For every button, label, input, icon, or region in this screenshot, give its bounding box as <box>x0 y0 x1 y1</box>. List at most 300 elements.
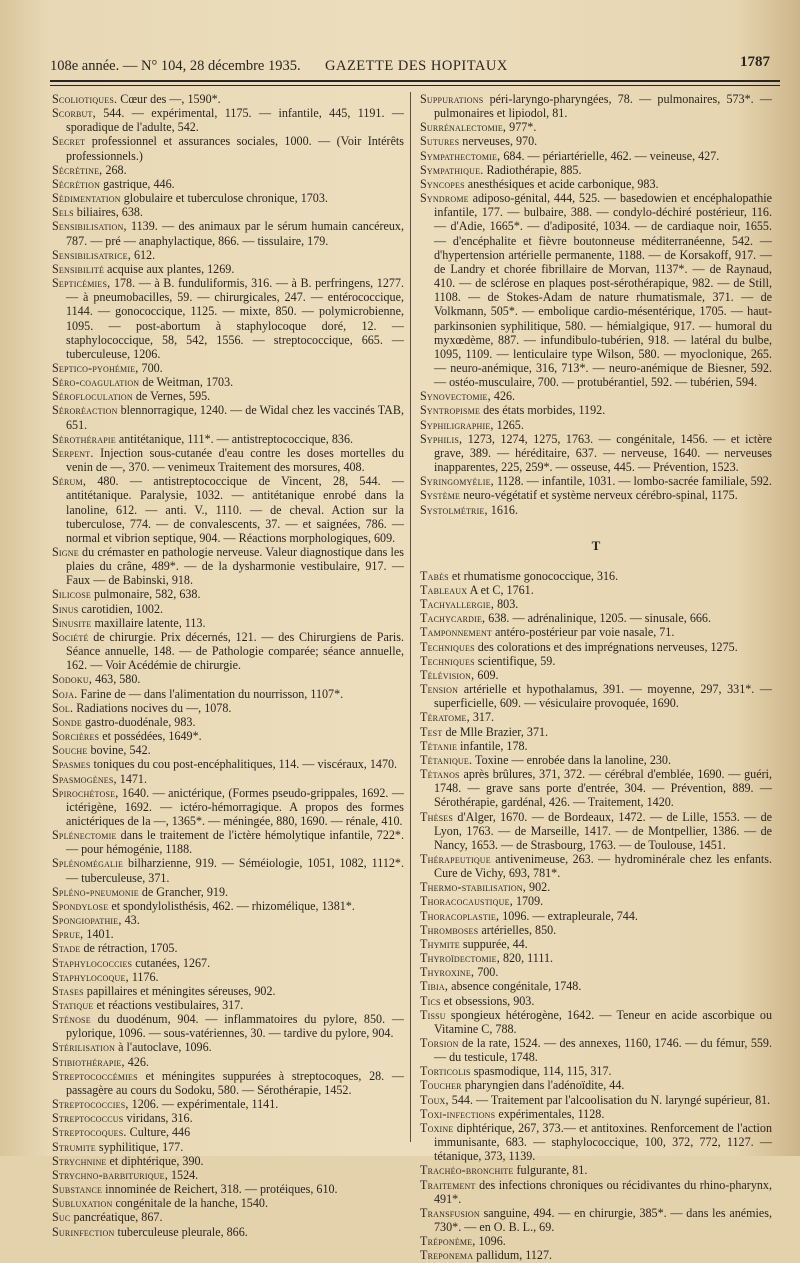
index-entry <box>420 625 772 639</box>
index-references: de Vernes, 595. <box>132 389 211 404</box>
index-entry <box>52 248 404 262</box>
header-rule-thick <box>50 80 780 82</box>
index-entry <box>420 1163 772 1177</box>
index-keyword: Tension <box>420 682 459 697</box>
index-entry <box>420 668 772 682</box>
index-keyword: Sensibilisatrice, <box>52 247 131 262</box>
index-references: antivenimeuse, 263. — hydrominérale chez les enfants. Cure de Vichy, 693, 781*. <box>434 851 772 881</box>
index-keyword: Spondylose <box>52 898 109 913</box>
index-keyword: Tableaux <box>420 583 468 597</box>
index-references: 700. <box>474 965 499 980</box>
index-entry <box>52 1069 404 1097</box>
index-keyword: Spasmes <box>52 757 91 772</box>
index-references: tuberculeuse pleurale, 866. <box>114 1224 248 1239</box>
index-keyword: Tachycardie, <box>420 611 486 626</box>
index-references: à l'autoclave, 1096. <box>115 1040 212 1055</box>
index-keyword: Syncopes <box>420 176 465 191</box>
index-entry <box>52 956 404 970</box>
index-column-left <box>52 92 404 1239</box>
index-keyword: Stibiothérapie, <box>52 1054 125 1069</box>
index-keyword: Surrénalectomie, <box>420 120 507 135</box>
index-entry <box>52 1111 404 1125</box>
index-keyword: Serpent. <box>52 445 94 460</box>
index-references: bovine, 542. <box>87 743 151 758</box>
index-entry <box>420 909 772 923</box>
index-keyword: Thromboses <box>420 922 479 937</box>
index-entry <box>420 1248 772 1262</box>
index-references: et diphtérique, 390. <box>106 1153 204 1168</box>
index-keyword: Sodoku, <box>52 672 93 687</box>
index-keyword: Streptococcies, <box>52 1097 129 1112</box>
index-entry <box>420 965 772 979</box>
index-keyword: Syringomyélie, <box>420 474 494 489</box>
index-keyword: Staphylocoque, <box>52 969 129 984</box>
index-entry <box>52 885 404 899</box>
section-letter: T <box>591 537 601 553</box>
index-references: bilharzienne, 919. — Séméiologie, 1051, 1082, 1112*. — tuberculeuse, 371. <box>66 856 404 885</box>
index-entry <box>52 828 404 856</box>
index-references: du duodénum, 904. — inflammatoires du pylore, 850. — pylorique, 1096. — sous-vatériennes, 30. — tardive du pylore, 904. <box>66 1012 404 1041</box>
index-keyword: Signe <box>52 545 79 559</box>
index-entry <box>52 672 404 686</box>
index-references: péri-laryngo-pharyngées, 78. — pulmonaires, 573*. — pulmonaires et lipiodol, 81. <box>434 92 772 121</box>
index-references: et rhumatisme gonococcique, 316. <box>448 568 619 583</box>
index-keyword: Streptococcus <box>52 1111 124 1126</box>
index-entry <box>52 856 404 884</box>
index-entry <box>52 1055 404 1069</box>
index-references: 1273, 1274, 1275, 1763. — congénitale, 1456. — et ictère grave, 389. — héréditaire, 637. — nerveuse, 1640. — nerveuses inapparentes, 225, 259*. — osseuse, 445. — Prévention, 1523. <box>434 431 772 475</box>
index-references: gastro-duodénale, 983. <box>81 714 196 729</box>
index-entry <box>52 616 404 630</box>
index-keyword: Sécrétine, <box>52 162 103 177</box>
index-references: 1524. <box>167 1167 199 1182</box>
index-references: des colorations et des imprégnations nerveuses, 1275. <box>474 639 738 654</box>
index-entry <box>420 979 772 993</box>
header-rule-thin <box>50 85 780 86</box>
index-entry <box>420 474 772 488</box>
index-references: pharyngien dans l'adénoïdite, 44. <box>461 1078 625 1093</box>
index-references: Culture, 446 <box>126 1125 191 1140</box>
index-entry <box>420 923 772 937</box>
index-references: A et C, 1761. <box>467 583 534 597</box>
index-keyword: Thérapeutique <box>420 851 491 866</box>
index-keyword: Sensibilité <box>52 261 105 276</box>
index-entry <box>52 998 404 1012</box>
index-keyword: Sutures <box>420 134 460 149</box>
index-entry <box>420 1064 772 1078</box>
index-entry <box>52 1168 404 1182</box>
index-entry <box>420 134 772 148</box>
index-keyword: Tétanique. <box>420 752 473 767</box>
index-keyword: Sol. <box>52 700 74 715</box>
index-keyword: Suppurations <box>420 92 484 106</box>
index-keyword: Strychno-barbiturique, <box>52 1167 168 1182</box>
index-references: des infections chroniques ou récidivantes du rhino-pharynx, 491*. <box>434 1177 772 1206</box>
index-references: dans le traitement de l'ictère hémolytique infantile, 722*. — pour hémogénie, 1188. <box>66 828 404 857</box>
index-references: de Grancher, 919. <box>138 884 229 899</box>
index-entry <box>52 403 404 431</box>
index-keyword: Sédimentation <box>52 191 121 206</box>
index-references: 43. <box>121 913 140 928</box>
index-entry <box>52 163 404 177</box>
index-keyword: Sonde <box>52 714 82 729</box>
index-references: et obsessions, 903. <box>440 993 535 1008</box>
index-entry <box>420 852 772 880</box>
index-keyword: Souche <box>52 743 88 758</box>
index-section-s-continued <box>420 92 772 517</box>
index-references: sanguine, 494. — en chirurgie, 385*. — dans les anémies, 730*. — en O. B. L., 69. <box>434 1205 772 1235</box>
index-entry <box>52 1210 404 1224</box>
index-references: Farine de — dans l'alimentation du nourrisson, 1107*. <box>77 686 344 701</box>
index-references: du crémaster en pathologie nerveuse. Valeur diagnostique dans les plaies du crâne, 489*. — de la dysharmonie vestibulaire, 917. — Faux — de Babinski, 918. <box>66 545 404 588</box>
index-keyword: Suc <box>52 1210 71 1225</box>
index-references: absence congénitale, 1748. <box>448 979 582 994</box>
index-references: papillaires et méningites séreuses, 902. <box>83 983 276 998</box>
index-references: diphtérique, 267, 373.— et antitoxines. Renforcement de l'action immunisante, 683. — staphylococcique, 100, 372, 772, 1127. — tétanique, 373, 1139. <box>434 1120 772 1164</box>
index-entry <box>52 984 404 998</box>
index-entry <box>420 149 772 163</box>
index-references: fulgurante, 81. <box>513 1163 588 1178</box>
index-references: 1265. <box>493 417 524 432</box>
index-references: scientifique, 59. <box>474 653 556 668</box>
index-entry <box>52 446 404 474</box>
index-keyword: Sinus <box>52 601 79 616</box>
index-keyword: Tamponnement <box>420 625 493 640</box>
index-references: 609. <box>474 667 499 682</box>
index-references: neuro-végétatif et système nerveux cérébro-spinal, 1175. <box>460 488 738 503</box>
index-entry <box>52 545 404 587</box>
index-keyword: Thymite <box>420 936 460 951</box>
index-references: 317. <box>469 710 495 725</box>
index-entry <box>52 687 404 701</box>
index-keyword: Sympathique. <box>420 162 484 177</box>
index-references: cutanées, 1267. <box>132 955 211 970</box>
index-keyword: Sorcières <box>52 729 100 744</box>
index-references: viridans, 316. <box>123 1111 193 1126</box>
index-references: et possédées, 1649*. <box>99 729 202 744</box>
index-keyword: Toxi-infections <box>420 1106 496 1121</box>
index-entry <box>52 927 404 941</box>
index-entry <box>52 1040 404 1054</box>
index-entry <box>52 715 404 729</box>
index-references: 1709. <box>512 894 544 909</box>
index-keyword: Syndrome <box>420 191 469 206</box>
index-references: antitétanique, 111*. — antistreptococcique, 836. <box>115 431 354 446</box>
index-entry <box>420 739 772 753</box>
index-references: globulaire et tuberculose chronique, 1703. <box>120 191 328 206</box>
index-references: de Weitman, 1703. <box>139 375 234 390</box>
index-keyword: Sinusite <box>52 615 92 630</box>
index-keyword: Système <box>420 488 461 503</box>
index-entry <box>52 191 404 205</box>
index-keyword: Soja. <box>52 686 78 701</box>
index-references: antéro-postérieur par voie nasale, 71. <box>492 625 675 640</box>
index-references: expérimentales, 1128. <box>495 1106 605 1121</box>
index-keyword: Synovectomie, <box>420 389 491 404</box>
index-references: Radiations nocives du —, 1078. <box>73 700 232 715</box>
index-keyword: Stases <box>52 983 84 998</box>
index-keyword: Syntropisme <box>420 403 481 418</box>
index-keyword: Sécrétion <box>52 176 101 191</box>
index-entry <box>420 951 772 965</box>
index-keyword: Torsion <box>420 1036 459 1050</box>
index-entry <box>52 729 404 743</box>
index-entry <box>420 1206 772 1234</box>
index-references: artérielles, 850. <box>478 922 557 937</box>
index-keyword: Substance <box>52 1182 103 1197</box>
index-entry <box>420 92 772 120</box>
index-entry <box>420 725 772 739</box>
index-keyword: Silicose <box>52 587 91 602</box>
index-keyword: Secret <box>52 134 86 149</box>
index-entry <box>52 630 404 672</box>
index-references: 700. <box>138 360 163 375</box>
index-entry <box>52 913 404 927</box>
index-references: 1176. <box>128 969 159 984</box>
index-references: 1401. <box>83 927 114 942</box>
index-references: 1471. <box>116 771 147 786</box>
index-references: innominée de Reichert, 318. — protéiques, 610. <box>102 1182 338 1197</box>
index-entry <box>420 583 772 597</box>
index-keyword: Thyroxine, <box>420 965 475 980</box>
index-entry <box>420 880 772 894</box>
index-references: 1616. <box>487 502 518 517</box>
index-entry <box>420 810 772 852</box>
index-references: des états morbides, 1192. <box>480 403 606 418</box>
index-references: 820, 1111. <box>499 951 554 966</box>
index-keyword: Splénectomie <box>52 828 117 843</box>
page-header <box>50 52 780 78</box>
index-entry <box>52 134 404 162</box>
index-entry <box>420 177 772 191</box>
index-references: artérielle et hypothalamus, 391. — moyenne, 297, 331*. — superficielle, 609. — vésiculaire provoquée, 1690. <box>434 682 772 711</box>
index-entry <box>52 205 404 219</box>
index-keyword: Spléno-pneumonie <box>52 884 139 899</box>
index-references: 480. — antistreptococcique de Vincent, 28, 544. — antitétanique. Paralysie, 1032. — antitétanique enrobé dans la lanoline, 612. — anti. V., 1110. — de cheval. Action sur la tuberculose, 774. — de convalescents, 37. — et saignées, 786. — normal et vibrion septique, 904. — Réactions morphologiques, 609. <box>66 474 404 545</box>
index-entry <box>420 1107 772 1121</box>
index-entry <box>52 1097 404 1111</box>
index-entry <box>420 120 772 134</box>
index-section-t <box>420 569 772 1263</box>
index-entry <box>420 894 772 908</box>
index-references: 1128. — infantile, 1031. — lombo-sacrée familiale, 592. <box>493 474 772 489</box>
index-entry <box>52 786 404 828</box>
index-keyword: Tétanie <box>420 738 458 753</box>
index-entry <box>52 1012 404 1040</box>
index-references: 544. — expérimental, 1175. — infantile, 445, 1191. — sporadique de l'adulte, 542. <box>66 106 404 135</box>
index-references: 1139. — des animaux par le sérum humain cancéreux, 787. — pré — anaphylactique, 866. — tissulaire, 179. <box>66 219 404 248</box>
index-keyword: Stade <box>52 941 81 956</box>
index-entry <box>420 488 772 502</box>
index-references: 638. — adrénalinique, 1205. — sinusale, 666. <box>485 611 711 626</box>
index-entry <box>420 191 772 389</box>
index-references: de rétraction, 1705. <box>80 941 178 956</box>
index-references: carotidien, 1002. <box>78 601 164 616</box>
index-references: Injection sous-cutanée d'eau contre les doses mortelles du venin de —, 370. — venimeux Traitement des morsures, 408. <box>66 445 404 475</box>
index-entry <box>420 767 772 809</box>
index-entry <box>52 361 404 375</box>
index-references: 544. — Traitement par l'alcoolisation du N. laryngé supérieur, 81. <box>448 1092 771 1107</box>
index-references: 268. <box>102 162 127 177</box>
index-keyword: Tréponème, <box>420 1234 476 1249</box>
index-references: suppurée, 44. <box>459 936 528 951</box>
index-references: 1206. — expérimentale, 1141. <box>128 1097 279 1112</box>
index-keyword: Torticolis <box>420 1064 471 1079</box>
index-entry <box>420 1178 772 1206</box>
index-entry <box>52 941 404 955</box>
index-references: acquise aux plantes, 1269. <box>104 261 235 276</box>
index-references: d'Alger, 1670. — de Bordeaux, 1472. — de Lille, 1553. — de Lyon, 1763. — de Marseille, 1417. — de Montpellier, 1386. — de Nancy, 1653. — de Strasbourg, 1763. — de Toulouse, 1451. <box>434 809 772 852</box>
index-references: anesthésiques et acide carbonique, 983. <box>464 176 659 191</box>
index-references: 1096. — extrapleurale, 744. <box>499 908 638 923</box>
index-keyword: Séro-coagulation <box>52 375 140 390</box>
index-references: et réactions vestibulaires, 317. <box>93 998 244 1012</box>
index-entry <box>420 1036 772 1064</box>
index-keyword: Septicémies, <box>52 276 111 291</box>
index-keyword: Tics <box>420 993 441 1008</box>
index-keyword: Syphiligraphie, <box>420 417 494 432</box>
index-entry <box>420 753 772 767</box>
index-keyword: Tétanos <box>420 767 460 782</box>
index-entry <box>52 1225 404 1239</box>
index-keyword: Télévision, <box>420 667 475 682</box>
index-entry <box>420 1008 772 1036</box>
index-entry <box>420 611 772 625</box>
index-references: 1096. <box>475 1234 506 1249</box>
index-entry <box>52 587 404 601</box>
index-keyword: Statique <box>52 998 94 1012</box>
index-keyword: Spasmogènes, <box>52 771 117 786</box>
index-entry <box>52 743 404 757</box>
index-keyword: Thèses <box>420 809 454 824</box>
index-keyword: Sympathectomie, <box>420 148 501 163</box>
index-references: pallidum, 1127. <box>473 1248 553 1263</box>
index-references: gastrique, 446. <box>100 176 175 191</box>
index-references: Toxine — enrobée dans la lanoline, 230. <box>472 752 671 767</box>
index-keyword: Sérum, <box>52 474 87 489</box>
index-keyword: Tissu <box>420 1007 446 1022</box>
index-entry <box>52 262 404 276</box>
index-keyword: Treponema <box>420 1248 474 1263</box>
index-keyword: Thoracoplastie, <box>420 908 500 923</box>
index-entry <box>52 432 404 446</box>
index-keyword: Sérothérapie <box>52 431 116 446</box>
index-references: 684. — périartérielle, 462. — veineuse, 427. <box>500 148 720 163</box>
index-keyword: Tachyallergie, <box>420 597 495 612</box>
index-keyword: Systolmétrie, <box>420 502 488 517</box>
index-keyword: Staphylococcies <box>52 955 133 970</box>
index-references: 803. <box>494 597 519 612</box>
index-entry <box>52 389 404 403</box>
index-keyword: Subluxation <box>52 1196 113 1211</box>
index-references: de la rate, 1524. — des annexes, 1160, 1746. — du fémur, 559. — du testicule, 1748. <box>434 1036 772 1065</box>
index-entry <box>52 970 404 984</box>
index-keyword: Toux, <box>420 1092 449 1107</box>
index-references: 902. <box>526 880 551 895</box>
index-keyword: Transfusion <box>420 1205 480 1220</box>
index-references: blennorragique, 1240. — de Widal chez les vaccinés TAB, 651. <box>66 403 404 432</box>
index-keyword: Spirochétose, <box>52 785 119 800</box>
index-references: de Mlle Brazier, 371. <box>442 724 549 739</box>
index-keyword: Sprue, <box>52 927 84 942</box>
index-references: 426. <box>124 1054 149 1069</box>
index-entry <box>420 1078 772 1092</box>
index-entry <box>52 1196 404 1210</box>
index-keyword: Tabès <box>420 568 449 583</box>
index-keyword: Séroréaction <box>52 403 118 418</box>
index-references: spasmodique, 114, 115, 317. <box>470 1064 612 1079</box>
index-keyword: Thoracocaustique, <box>420 894 513 909</box>
index-entry <box>52 757 404 771</box>
index-references: syphilitique, 177. <box>95 1139 184 1154</box>
index-keyword: Tibia, <box>420 979 449 994</box>
issue-info: 108e année. — N° 104, 28 décembre 1935. <box>50 58 301 74</box>
index-entry <box>52 276 404 361</box>
index-keyword: Traitement <box>420 1177 476 1192</box>
index-entry <box>420 994 772 1008</box>
index-entry <box>52 219 404 247</box>
index-keyword: Scoliotiques. <box>52 92 118 106</box>
index-entry <box>52 701 404 715</box>
index-references: toniques du cou post-encéphalitiques, 114. — viscéraux, 1470. <box>90 757 398 772</box>
index-references: après brûlures, 371, 372. — cérébral d'emblée, 1690. — guéri, 1748. — grave sans porte d'entrée, 304. — Prévention, 889. — Sérothérapie, gardénal, 426. — Traitement, 1420. <box>434 767 772 810</box>
index-keyword: Strumite <box>52 1139 96 1154</box>
index-entry <box>420 597 772 611</box>
index-entry <box>420 1234 772 1248</box>
page-number: 1787 <box>740 54 770 70</box>
index-keyword: Trachéo-bronchite <box>420 1163 514 1178</box>
index-keyword: Techniques <box>420 639 475 654</box>
index-references: 977*. <box>506 120 537 135</box>
index-entry <box>52 92 404 106</box>
index-references: 1640. — anictérique, (Formes pseudo-grippales, 1692. — ictérigène, 1692. — ictéro-hémorragique. A propos des formes anictériques de la —, 1365*. — méningée, 880, 1690. — rénale, 410. <box>66 785 404 828</box>
index-entry <box>52 602 404 616</box>
index-entry <box>420 503 772 517</box>
index-entry <box>420 710 772 724</box>
index-keyword: Scorbut, <box>52 106 96 121</box>
index-keyword: Surinfection <box>52 1224 115 1239</box>
index-references: congénitale de la hanche, 1540. <box>112 1196 268 1211</box>
index-entry <box>420 389 772 403</box>
index-references: nerveuses, 970. <box>459 134 538 149</box>
index-keyword: Société <box>52 629 89 644</box>
index-references: Radiothérapie, 885. <box>483 162 582 177</box>
column-divider <box>410 92 411 1142</box>
index-entry <box>52 772 404 786</box>
index-entry <box>420 654 772 668</box>
index-references: maxillaire latente, 113. <box>91 615 206 630</box>
index-entry <box>52 1140 404 1154</box>
index-references: 463, 580. <box>92 672 141 687</box>
index-keyword: Toucher <box>420 1078 462 1093</box>
index-keyword: Sels <box>52 205 74 220</box>
index-entry <box>420 682 772 710</box>
index-references: Cœur des —, 1590*. <box>117 92 221 106</box>
index-entry <box>52 375 404 389</box>
index-references: 612. <box>130 247 156 262</box>
index-entry <box>52 1125 404 1139</box>
index-keyword: Sérofloculation <box>52 389 133 404</box>
index-keyword: Thyroïdectomie, <box>420 951 500 966</box>
index-references: adiposo-génital, 444, 525. — basedowien et encéphalopathie infantile, 177. — bulbaire, 388. — condylo-déchiré postérieur, 116. — d'Adie, 1665*. — d'adiposité, 1034. — de cardiaque noir, 1655. — d'encéphalite et fièvre boutonneuse méditerranéenne, 542. — d'hypertension artérielle permanente, 1188. — de Korsakoff, 917. — de Landry et chorée fibrillaire de Morvan, 1137*. — de Raynaud, 410. — de sclérose en plaques post-sérothérapique, 982. — de Still, 1108. — de Stokes-Adam de nature rhumatismale, 371. — de Volkmann, 505*. — embolique cardio-mésentérique, 1705. — haut-parkinsonien syphilitique, 580. — hémialgique, 917. — humoral du myxœdème, 887. — infundibulo-tubérien, 918. — latéral du bulbe, 1095, 1109. — lenticulaire type Wilson, 580. — myoclonique, 265. — neuro-anémique, 316, 713*. — neuro-anémique de Biesner, 592. — ostéo-musculaire, 700. — protubérantiel, 592. — tubérien, 594. <box>434 191 772 390</box>
index-references: et méningites suppurées à streptocoques, 28. — passagère au cours du Sodoku, 580. — Sérothérapie, 1452. <box>66 1068 404 1097</box>
index-entry <box>420 640 772 654</box>
index-entry <box>52 899 404 913</box>
index-references: 178. — à B. funduliformis, 316. — à B. perfringens, 1277. — à pneumobacilles, 59. — chirurgicales, 247. — entérococcique, 1144. — gonococcique, 1125. — mixte, 850. — polymicrobienne, 1095. — post-abortum à staphylocoque doré, 12. — staphylococcique, 58, 542, 1556. — streptococcique, 665. — tuberculeuse, 1206. <box>66 276 404 361</box>
index-entry <box>420 163 772 177</box>
index-keyword: Sensibilisation, <box>52 219 127 234</box>
index-references: biliaires, 638. <box>73 205 143 220</box>
